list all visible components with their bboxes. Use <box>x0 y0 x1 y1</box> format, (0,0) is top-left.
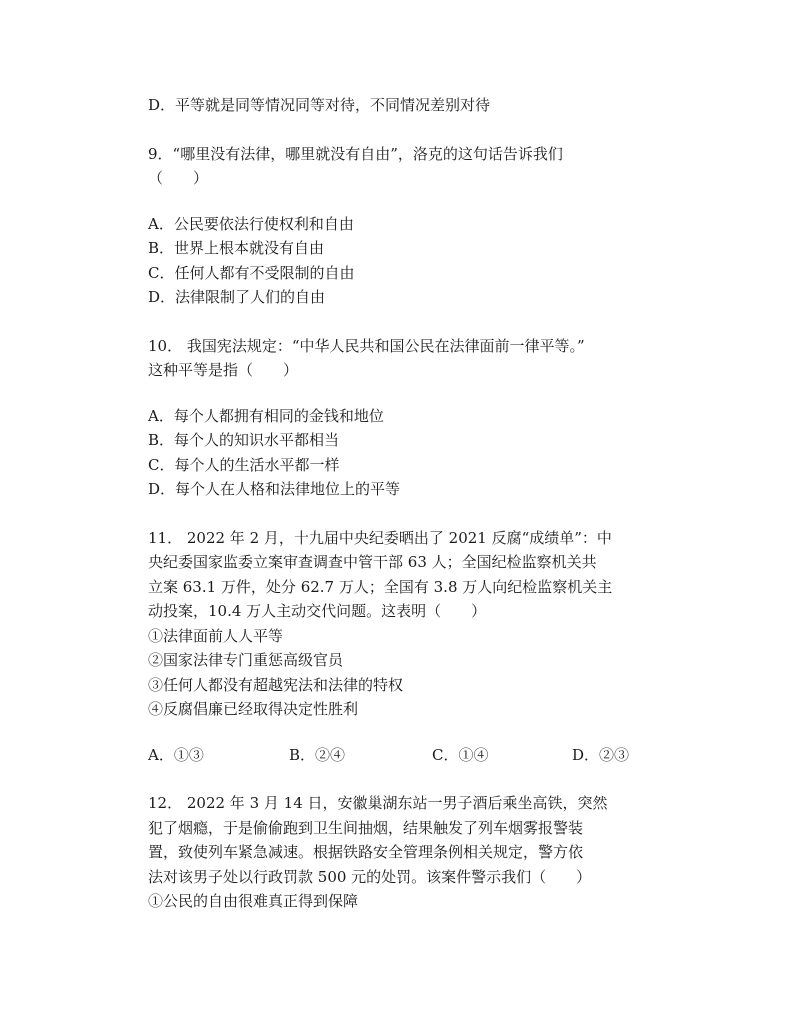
q9-stem-line2: （ ） <box>148 169 209 187</box>
q9-option-a: A．公民要依法行使权利和自由 <box>148 214 354 233</box>
q11-stem-line2: 央纪委国家监委立案审查调查中管干部 63 人；全国纪检监察机关共 <box>148 553 597 571</box>
question-11 <box>148 526 668 768</box>
q12-stem-line4: 法对该男子处以行政罚款 500 元的处罚。该案件警示我们（ ） <box>148 867 592 886</box>
q11-option-c: C．①④ <box>432 745 489 764</box>
q9-option-d: D．法律限制了人们的自由 <box>148 288 326 306</box>
q11-option-b: B．②④ <box>289 745 346 764</box>
question-12 <box>148 791 668 914</box>
q11-option-a: A．①③ <box>148 745 204 764</box>
q10-option-a: A．每个人都拥有相同的金钱和地位 <box>148 406 384 425</box>
q11-item-3: ③任何人都没有超越宪法和法律的特权 <box>148 675 404 694</box>
q10-stem-line2: 这种平等是指（ ） <box>148 361 299 379</box>
q12-item-1: ①公民的自由很难真正得到保障 <box>148 892 359 910</box>
q9-stem-line1: 9．“哪里没有法律，哪里就没有自由”，洛克的这句话告诉我们 <box>148 144 563 163</box>
q11-stem-line4: 动投案，10.4 万人主动交代问题。这表明（ ） <box>148 602 487 620</box>
question-9 <box>148 142 668 310</box>
q11-stem-line1: 11． 2022 年 2 月，十九届中央纪委晒出了 2021 反腐“成绩单”：中 <box>148 528 612 547</box>
q11-item-2: ②国家法律专门重惩高级官员 <box>148 651 344 669</box>
question-10 <box>148 334 668 502</box>
q11-item-1: ①法律面前人人平等 <box>148 626 284 645</box>
q11-stem-line3: 立案 63.1 万件，处分 62.7 万人；全国有 3.8 万人向纪检监察机关主 <box>148 577 613 596</box>
q12-stem-line2: 犯了烟瘾，于是偷偷跑到卫生间抽烟，结果触发了列车烟雾报警装 <box>148 818 584 837</box>
q10-option-b: B．每个人的知识水平都相当 <box>148 431 340 449</box>
q11-item-4: ④反腐倡廉已经取得决定性胜利 <box>148 700 359 718</box>
q12-stem-line3: 置，致使列车紧急减速。根据铁路安全管理条例相关规定，警方依 <box>148 843 584 861</box>
q11-options-row <box>148 743 668 768</box>
document-page <box>148 93 668 914</box>
q10-stem-line1: 10． 我国宪法规定：“中华人民共和国公民在法律面前一律平等。” <box>148 336 585 355</box>
q8-option-d: D．平等就是同等情况同等对待，不同情况差别对待 <box>148 96 491 114</box>
q10-option-d: D．每个人在人格和法律地位上的平等 <box>148 480 401 498</box>
q10-option-c: C．每个人的生活水平都一样 <box>148 455 340 474</box>
q11-option-d: D．②③ <box>572 745 630 764</box>
q9-option-c: C．任何人都有不受限制的自由 <box>148 263 355 282</box>
q12-stem-line1: 12． 2022 年 3 月 14 日，安徽巢湖东站一男子酒后乘坐高铁，突然 <box>148 794 608 812</box>
q9-option-b: B．世界上根本就没有自由 <box>148 239 325 257</box>
